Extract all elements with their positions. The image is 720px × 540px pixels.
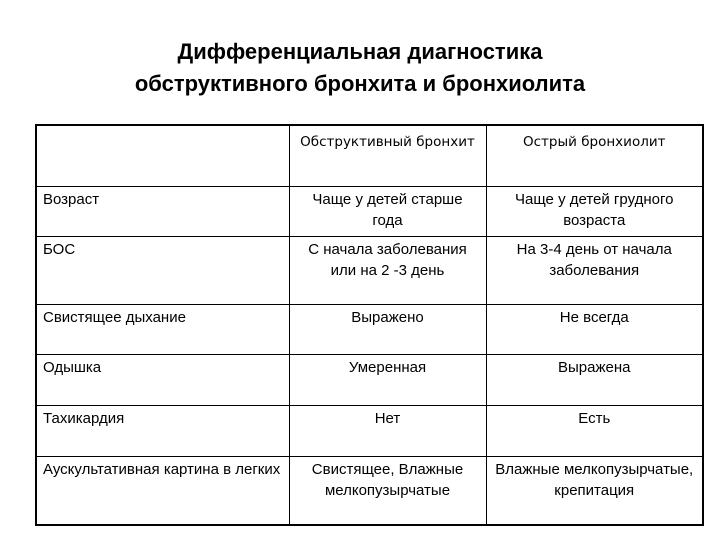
differential-diagnosis-table (35, 124, 704, 526)
bronchitis-cell: Чаще у детей старше года (289, 187, 486, 237)
bronchitis-cell: Выражено (289, 305, 486, 355)
row-label: Аускультативная картина в легких (36, 457, 289, 526)
slide-title-line-1: Дифференциальная диагностика (177, 39, 543, 64)
bronchitis-cell: Нет (289, 406, 486, 457)
row-label: Возраст (36, 187, 289, 237)
row-label: БОС (36, 237, 289, 305)
bronchiolitis-cell: Не всегда (486, 305, 703, 355)
table-row (36, 355, 703, 406)
table-row (36, 187, 703, 237)
row-label: Одышка (36, 355, 289, 406)
table-header-row (36, 125, 703, 187)
row-label: Тахикардия (36, 406, 289, 457)
bronchiolitis-cell: Выражена (486, 355, 703, 406)
bronchitis-cell: Умеренная (289, 355, 486, 406)
bronchiolitis-cell: Влажные мелкопузырчатые, крепитация (486, 457, 703, 526)
bronchiolitis-cell: На 3-4 день от начала заболевания (486, 237, 703, 305)
header-acute-bronchiolitis: Острый бронхиолит (486, 125, 703, 187)
header-empty-cell (36, 125, 289, 187)
slide-title (0, 36, 720, 100)
table-row (36, 457, 703, 526)
bronchiolitis-cell: Есть (486, 406, 703, 457)
table-row (36, 237, 703, 305)
row-label: Свистящее дыхание (36, 305, 289, 355)
bronchiolitis-cell: Чаще у детей грудного возраста (486, 187, 703, 237)
bronchitis-cell: Свистящее, Влажные мелкопузырчатые (289, 457, 486, 526)
table-row (36, 305, 703, 355)
header-obstructive-bronchitis: Обструктивный бронхит (289, 125, 486, 187)
slide-title-line-2: обструктивного бронхита и бронхиолита (134, 71, 586, 96)
bronchitis-cell: С начала заболевания или на 2 -3 день (289, 237, 486, 305)
table-row (36, 406, 703, 457)
